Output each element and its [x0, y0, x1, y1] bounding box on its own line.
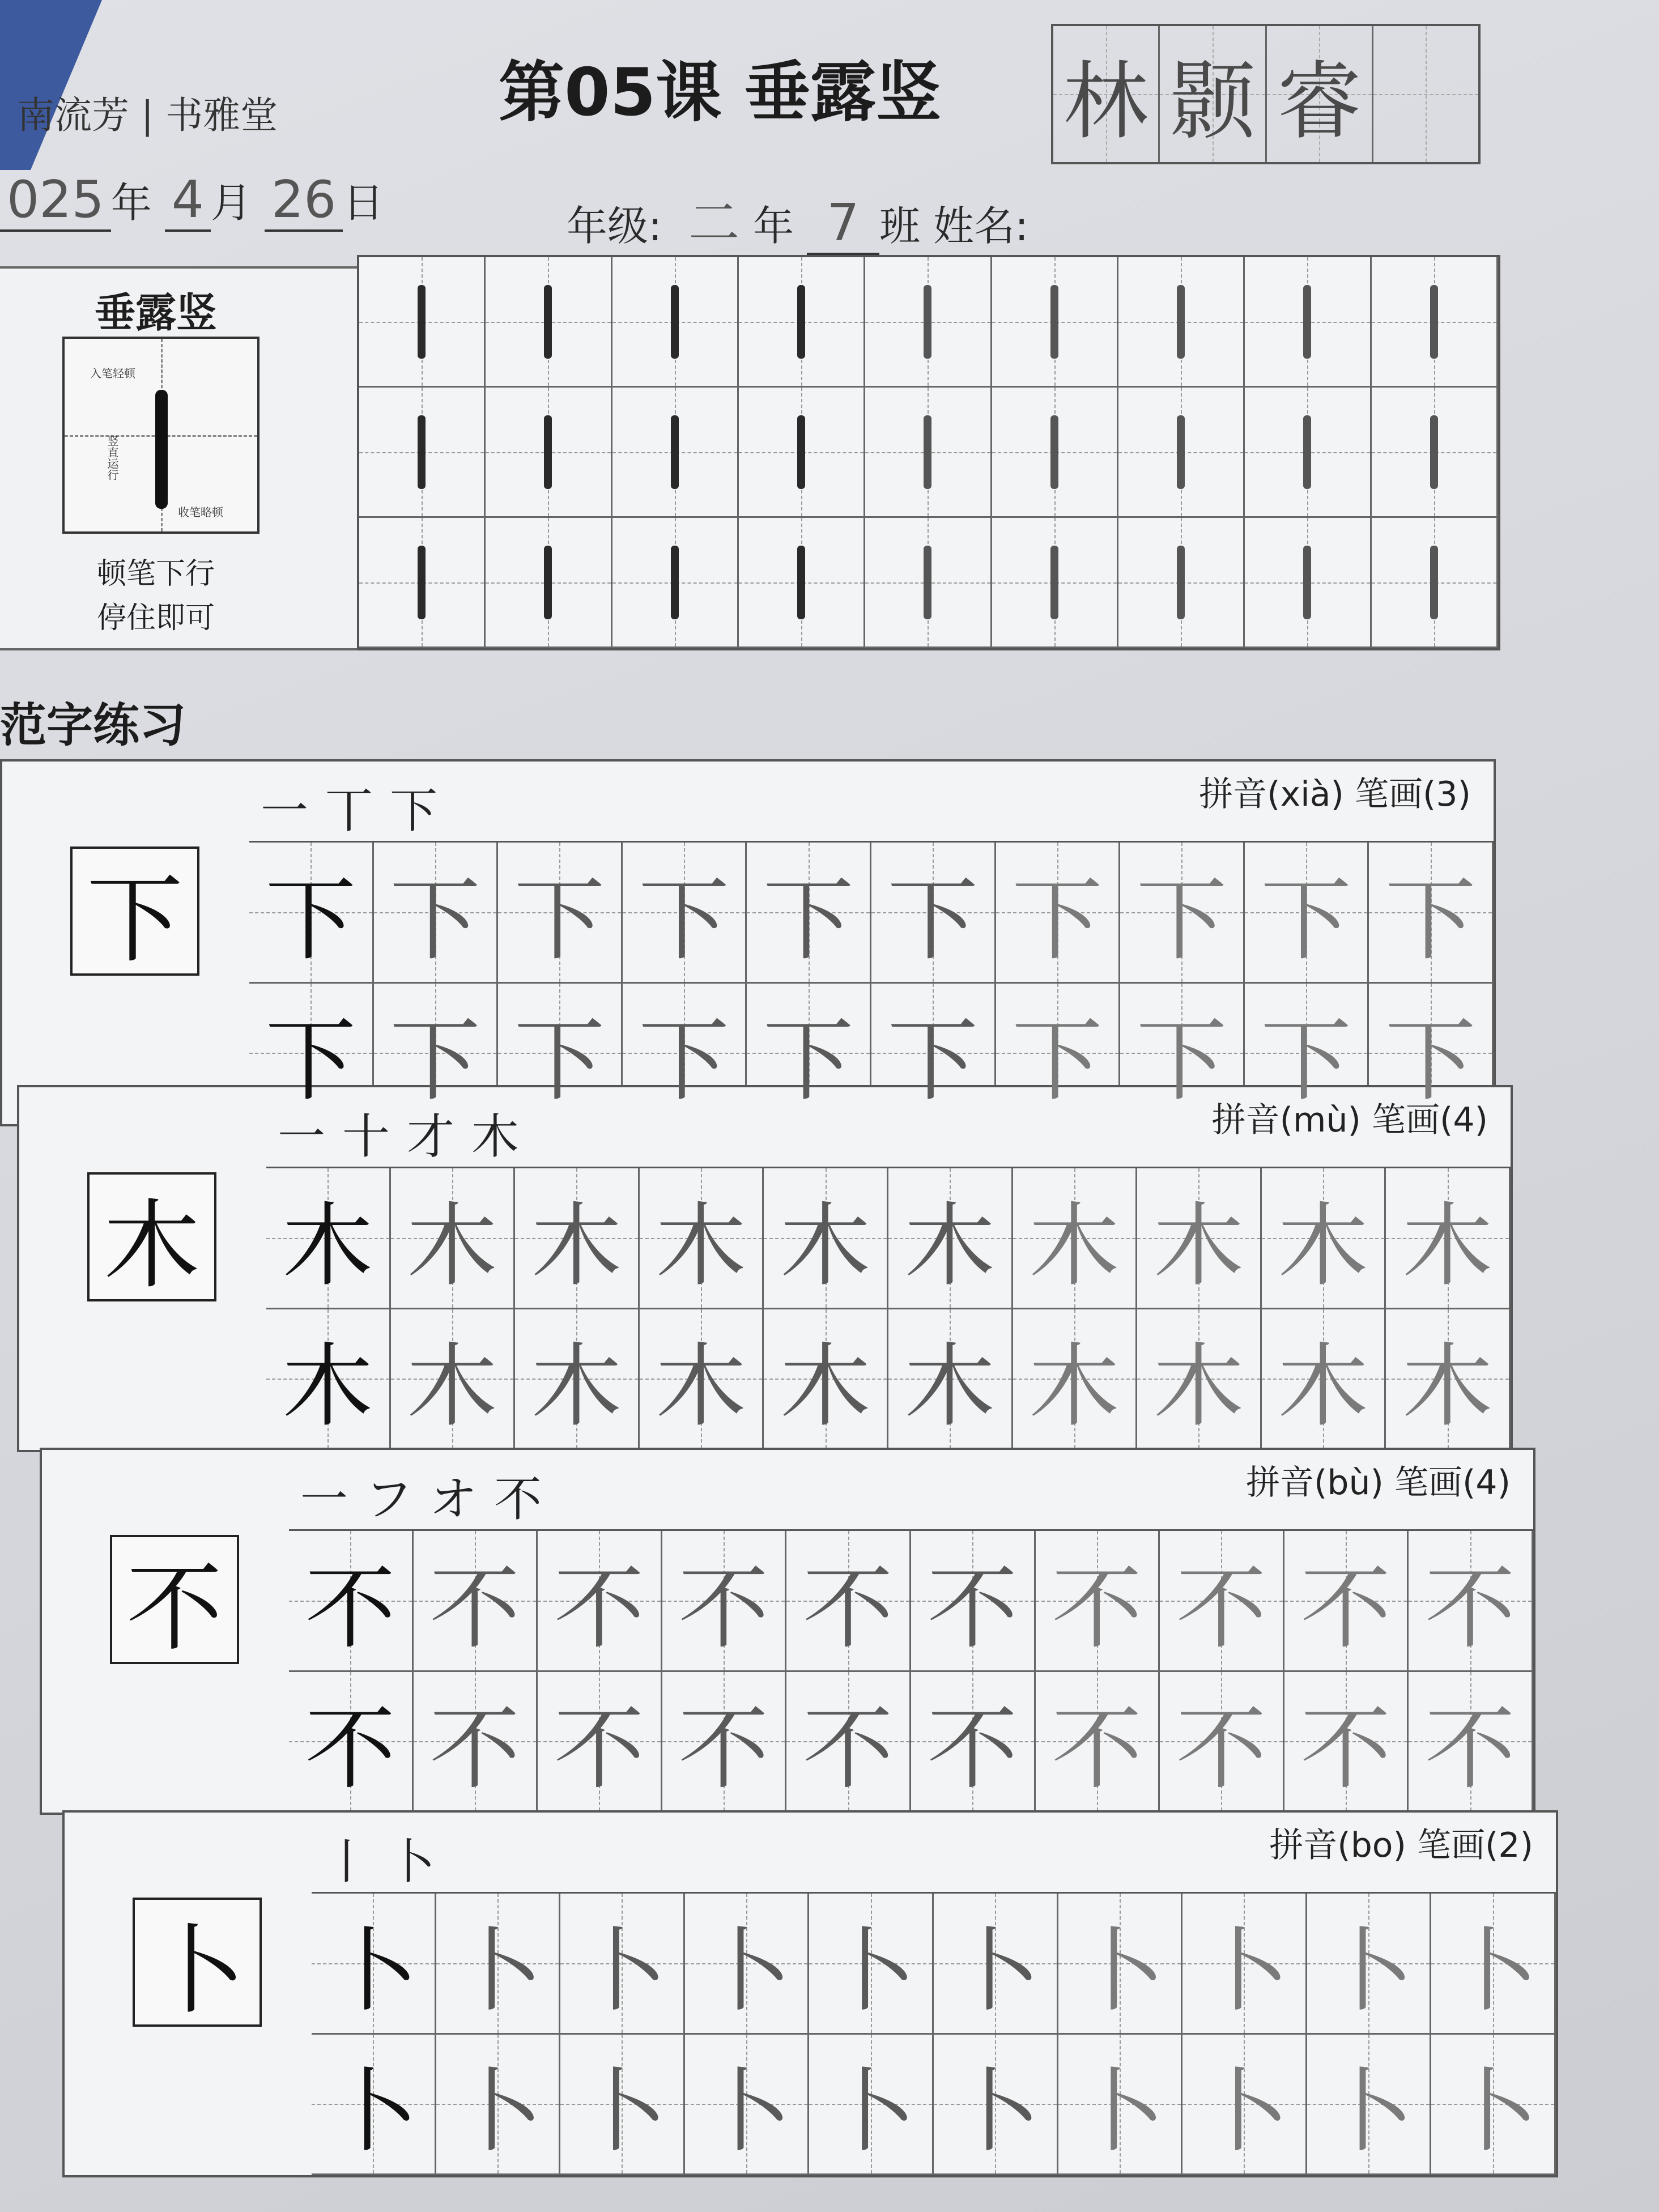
practice-cell: 卜	[1307, 2035, 1432, 2176]
vertical-stroke-icon	[671, 285, 679, 359]
model-panel	[62, 1810, 316, 2177]
practice-cell: 不	[1160, 1531, 1284, 1672]
grade-value: 二	[675, 181, 753, 257]
practice-cell: 木	[1386, 1168, 1511, 1309]
stroke-order-step: 一	[278, 1108, 326, 1164]
practice-cell: 下	[249, 984, 374, 1125]
practice-cell: 卜	[809, 1894, 934, 2035]
practice-cell: 木	[266, 1309, 391, 1450]
practice-cell: 不	[662, 1531, 787, 1672]
practice-panel	[249, 759, 1496, 1126]
practice-cell: 不	[911, 1672, 1036, 1813]
name-cell: 睿	[1267, 26, 1373, 162]
practice-cell: 卜	[1058, 1894, 1183, 2035]
name-grid	[1051, 24, 1481, 164]
stroke-practice-cell	[486, 388, 612, 518]
practice-cell: 下	[374, 843, 499, 984]
practice-cell: 木	[515, 1168, 640, 1309]
name-cell	[1373, 26, 1478, 162]
vertical-stroke-icon	[1303, 415, 1311, 489]
vertical-stroke-icon	[1177, 415, 1185, 489]
pinyin-stroke-info	[1246, 1456, 1511, 1504]
stroke-order	[261, 773, 437, 841]
model-panel	[0, 759, 254, 1126]
practice-cell: 下	[747, 843, 871, 984]
stroke-order-step: 一	[300, 1471, 348, 1527]
stroke-count-label: 笔画(4)	[1394, 1463, 1511, 1503]
demo-mid-label: 竖直运行	[105, 435, 119, 480]
practice-cell: 下	[498, 843, 623, 984]
model-panel	[17, 1085, 271, 1452]
model-character: 卜	[133, 1898, 262, 2027]
class-line: 年级: 二 年 7 班 姓名:	[567, 181, 1028, 257]
practice-cell: 下	[623, 984, 747, 1125]
date-year: 025	[0, 170, 111, 232]
stroke-order-step: 一	[261, 782, 309, 839]
stroke-count-label: 笔画(3)	[1355, 775, 1471, 814]
practice-cell: 木	[640, 1168, 764, 1309]
stroke-practice-cell	[1118, 518, 1245, 648]
vertical-stroke-icon	[797, 415, 805, 489]
practice-cell: 不	[786, 1531, 911, 1672]
practice-cell: 不	[538, 1531, 662, 1672]
stroke-grid	[357, 255, 1500, 650]
practice-cell: 下	[871, 984, 996, 1125]
practice-grid	[289, 1529, 1533, 1813]
practice-cell: 不	[1036, 1531, 1160, 1672]
name-cell: 颢	[1160, 26, 1266, 162]
practice-cell: 卜	[934, 1894, 1058, 2035]
vertical-stroke-icon	[544, 415, 552, 489]
practice-cell: 木	[640, 1309, 764, 1450]
stroke-practice-cell	[739, 388, 865, 518]
practice-cell: 下	[1245, 984, 1369, 1125]
character-block	[40, 1448, 1535, 1810]
practice-cell: 不	[662, 1672, 787, 1813]
practice-cell: 下	[374, 984, 499, 1125]
stroke-count-label: 笔画(4)	[1372, 1100, 1488, 1140]
vertical-stroke-icon	[418, 546, 426, 619]
practice-cell: 木	[391, 1309, 516, 1450]
vertical-stroke-icon	[418, 415, 426, 489]
stroke-order-step: フ	[365, 1471, 413, 1527]
vertical-stroke-icon	[671, 415, 679, 489]
practice-cell: 不	[1160, 1672, 1284, 1813]
vertical-stroke-icon	[924, 546, 931, 619]
stroke-order	[300, 1461, 542, 1529]
model-character: 下	[70, 846, 199, 976]
practice-cell: 下	[1245, 843, 1369, 984]
stroke-practice-cell	[359, 257, 486, 388]
practice-cell: 不	[414, 1531, 538, 1672]
stroke-practice-cell	[359, 518, 486, 648]
stroke-tip: 顿笔下行 停住即可	[96, 557, 215, 635]
vertical-stroke-icon	[924, 285, 931, 359]
practice-cell: 卜	[1431, 1894, 1556, 2035]
stroke-demo-panel	[0, 266, 359, 650]
demo-start-label: 入笔轻顿	[90, 367, 135, 380]
stroke-demo-box	[62, 337, 260, 534]
practice-cell: 不	[786, 1672, 911, 1813]
date-day: 26	[265, 170, 343, 232]
stroke-order-step: 卜	[388, 1834, 436, 1890]
practice-cell: 不	[911, 1531, 1036, 1672]
stroke-order-step: 十	[342, 1108, 390, 1164]
stroke-name: 垂露竖	[94, 289, 217, 337]
practice-cell: 不	[538, 1672, 662, 1813]
vertical-stroke-icon	[1430, 546, 1438, 619]
pinyin-label: 拼音(bù)	[1245, 1463, 1384, 1503]
practice-cell: 木	[1386, 1309, 1511, 1450]
date-month: 4	[165, 170, 211, 232]
practice-cell: 不	[1036, 1672, 1160, 1813]
practice-cell: 卜	[685, 1894, 810, 2035]
practice-grid	[266, 1167, 1511, 1450]
character-block	[17, 1085, 1513, 1448]
stroke-practice-cell	[612, 257, 739, 388]
stroke-practice-cell	[359, 388, 486, 518]
practice-cell: 木	[764, 1309, 888, 1450]
model-character: 木	[87, 1172, 216, 1301]
practice-cell: 下	[1369, 984, 1494, 1125]
vertical-stroke-icon	[797, 285, 805, 359]
stroke-practice-cell	[739, 257, 865, 388]
practice-cell: 不	[289, 1531, 414, 1672]
practice-panel	[312, 1810, 1558, 2177]
practice-cell: 卜	[560, 1894, 685, 2035]
vertical-stroke-icon	[1303, 546, 1311, 619]
practice-cell: 木	[515, 1309, 640, 1450]
practice-panel	[266, 1085, 1513, 1452]
stroke-practice-cell	[992, 518, 1118, 648]
stroke-order-step: 下	[390, 782, 438, 839]
practice-cell: 卜	[436, 1894, 561, 2035]
date-line: 025 年 4 月 26 日	[0, 170, 384, 232]
model-panel	[40, 1448, 293, 1815]
vertical-stroke-icon	[1430, 285, 1438, 359]
practice-cell: 卜	[560, 2035, 685, 2176]
vertical-stroke-icon	[1177, 285, 1185, 359]
practice-cell: 下	[871, 843, 996, 984]
stroke-practice-cell	[739, 518, 865, 648]
practice-cell: 木	[1013, 1168, 1138, 1309]
practice-cell: 木	[1262, 1168, 1386, 1309]
stroke-practice-cell	[612, 388, 739, 518]
practice-cell: 卜	[1182, 1894, 1307, 2035]
practice-cell: 卜	[1058, 2035, 1183, 2176]
stroke-practice-cell	[865, 257, 992, 388]
practice-cell: 不	[1284, 1672, 1409, 1813]
stroke-practice-cell	[1372, 388, 1498, 518]
practice-cell: 下	[996, 984, 1121, 1125]
stroke-practice-cell	[612, 518, 739, 648]
pinyin-label: 拼音(xià)	[1199, 775, 1344, 814]
practice-cell: 卜	[436, 2035, 561, 2176]
stroke-order-step: 丨	[323, 1834, 371, 1890]
practice-cell: 不	[414, 1672, 538, 1813]
practice-cell: 下	[996, 843, 1121, 984]
vertical-stroke-icon	[418, 285, 426, 359]
practice-cell: 卜	[312, 1894, 436, 2035]
stroke-order	[323, 1824, 435, 1892]
practice-cell: 卜	[1431, 2035, 1556, 2176]
practice-cell: 木	[888, 1168, 1013, 1309]
practice-cell: 下	[1369, 843, 1494, 984]
practice-cell: 下	[1120, 843, 1245, 984]
practice-cell: 卜	[934, 2035, 1058, 2176]
practice-cell: 卜	[685, 2035, 810, 2176]
vertical-stroke-icon	[1303, 285, 1311, 359]
stroke-practice-cell	[865, 388, 992, 518]
practice-cell: 卜	[809, 2035, 934, 2176]
vertical-stroke-icon	[797, 546, 805, 619]
stroke-practice-cell	[865, 518, 992, 648]
vertical-stroke-icon	[155, 390, 168, 509]
pinyin-label: 拼音(bo)	[1269, 1826, 1406, 1865]
stroke-order-step: 木	[471, 1108, 520, 1164]
practice-cell: 不	[1409, 1672, 1533, 1813]
vertical-stroke-icon	[1177, 546, 1185, 619]
grade-label: 年级:	[567, 202, 662, 250]
pinyin-stroke-info	[1269, 1818, 1533, 1867]
stroke-order-step: オ	[429, 1471, 478, 1527]
model-character: 不	[110, 1535, 239, 1664]
practice-cell: 下	[249, 843, 374, 984]
stroke-practice-cell	[1245, 257, 1371, 388]
practice-cell: 下	[1120, 984, 1245, 1125]
lesson-title: 第05课 垂露竖	[499, 54, 942, 131]
practice-cell: 木	[391, 1168, 516, 1309]
stroke-practice-cell	[1372, 257, 1498, 388]
vertical-stroke-icon	[1050, 285, 1058, 359]
practice-cell: 卜	[1182, 2035, 1307, 2176]
vertical-stroke-icon	[1430, 415, 1438, 489]
character-block	[62, 1810, 1558, 2173]
stroke-practice-cell	[486, 518, 612, 648]
practice-cell: 不	[1284, 1531, 1409, 1672]
demo-end-label: 收笔略顿	[178, 505, 223, 519]
practice-cell: 下	[498, 984, 623, 1125]
stroke-order-step: 丅	[325, 782, 373, 839]
name-cell: 林	[1053, 26, 1160, 162]
practice-cell: 卜	[312, 2035, 436, 2176]
practice-grid	[312, 1892, 1556, 2175]
practice-cell: 木	[1137, 1168, 1262, 1309]
vertical-stroke-icon	[671, 546, 679, 619]
practice-cell: 下	[623, 843, 747, 984]
stroke-practice-cell	[992, 257, 1118, 388]
vertical-stroke-icon	[924, 415, 931, 489]
practice-cell: 木	[1137, 1309, 1262, 1450]
name-label: 姓名:	[933, 202, 1029, 250]
section-title: 范字练习	[0, 699, 186, 752]
stroke-practice-cell	[1245, 388, 1371, 518]
class-value: 7	[807, 193, 879, 255]
pinyin-label: 拼音(mù)	[1211, 1100, 1361, 1140]
practice-grid	[249, 841, 1494, 1124]
stroke-count-label: 笔画(2)	[1417, 1826, 1533, 1865]
stroke-practice-cell	[1245, 518, 1371, 648]
practice-cell: 木	[888, 1309, 1013, 1450]
practice-cell: 木	[1013, 1309, 1138, 1450]
vertical-stroke-icon	[544, 546, 552, 619]
stroke-practice-panel	[0, 266, 1496, 646]
practice-cell: 木	[266, 1168, 391, 1309]
stroke-practice-cell	[1372, 518, 1498, 648]
practice-cell: 木	[1262, 1309, 1386, 1450]
practice-cell: 不	[1409, 1531, 1533, 1672]
vertical-stroke-icon	[1050, 415, 1058, 489]
vertical-stroke-icon	[544, 285, 552, 359]
stroke-order-step: 不	[494, 1471, 542, 1527]
practice-panel	[289, 1448, 1535, 1815]
stroke-practice-cell	[486, 257, 612, 388]
stroke-practice-cell	[1118, 388, 1245, 518]
stroke-practice-cell	[1118, 257, 1245, 388]
character-block	[0, 759, 1496, 1122]
brand-logo: 南流芳 | 书雅堂	[17, 93, 278, 137]
vertical-stroke-icon	[1050, 546, 1058, 619]
pinyin-stroke-info	[1199, 767, 1471, 816]
practice-cell: 木	[764, 1168, 888, 1309]
stroke-order-step: 才	[407, 1108, 455, 1164]
stroke-practice-cell	[992, 388, 1118, 518]
practice-cell: 卜	[1307, 1894, 1432, 2035]
practice-cell: 下	[747, 984, 871, 1125]
practice-cell: 不	[289, 1672, 414, 1813]
